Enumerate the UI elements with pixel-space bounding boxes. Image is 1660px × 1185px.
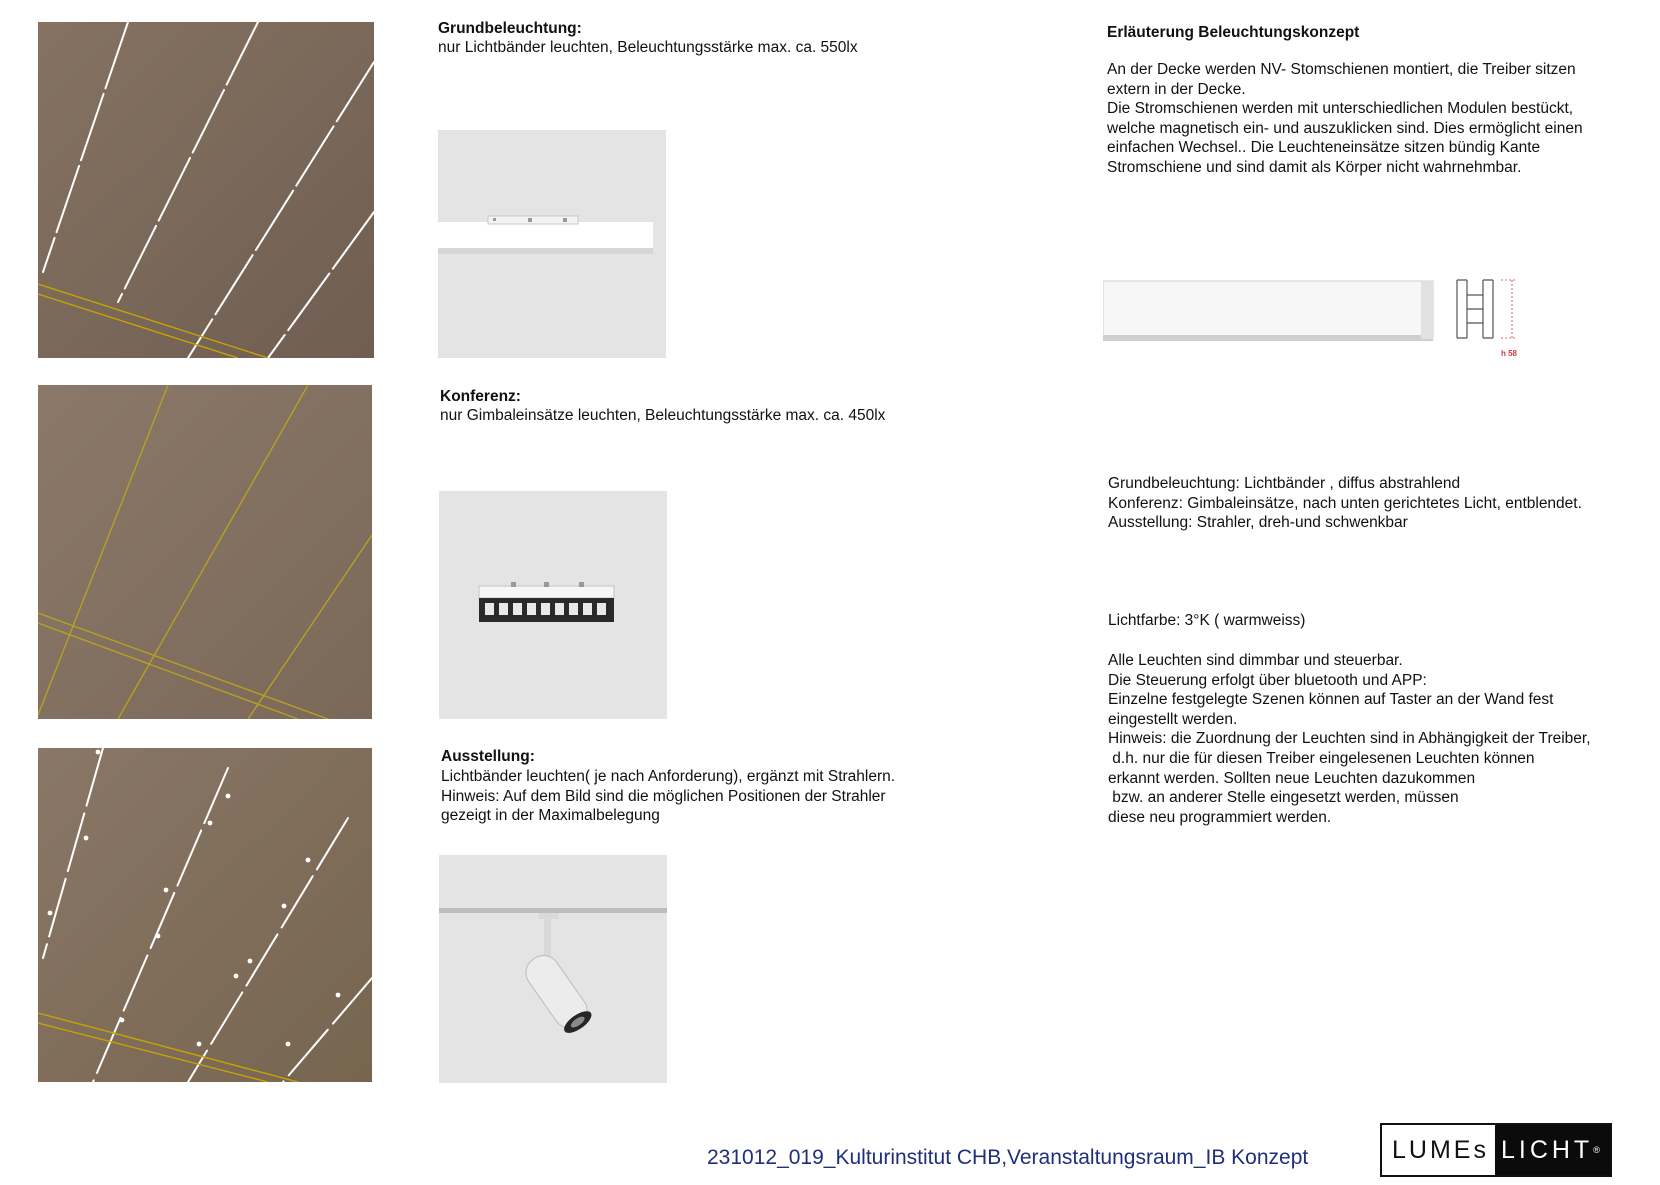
text-line: extern in der Decke. <box>1107 80 1246 98</box>
logo-left-text: LUMEs <box>1382 1125 1495 1175</box>
logo-right-word: LICHT <box>1500 1135 1594 1164</box>
text-line: diese neu programmiert werden. <box>1108 808 1332 826</box>
scene-heading-grundbeleuchtung: Grundbeleuchtung: <box>438 20 582 37</box>
text-line: Alle Leuchten sind dimmbar und steuerbar. <box>1108 652 1403 669</box>
gimbal-module-icon <box>439 491 667 719</box>
scene-text-grundbeleuchtung: nur Lichtbänder leuchten, Beleuchtungsstärke max. ca. 550lx <box>438 39 858 56</box>
concept-control-notes <box>1108 651 1591 827</box>
scene-text-konferenz: nur Gimbaleinsätze leuchten, Beleuchtungsstärke max. ca. 450lx <box>440 407 886 424</box>
spotlight-icon <box>439 855 667 1083</box>
rail-dimension-label: h 58 <box>1501 349 1518 358</box>
scene-text-ausstellung <box>441 767 895 826</box>
text-line: Hinweis: Auf dem Bild sind die möglichen Positionen der Strahler <box>441 787 886 805</box>
text-line: einfachen Wechsel.. Die Leuchteneinsätze sitzen bündig Kante <box>1107 139 1541 157</box>
text-line: An der Decke werden NV- Stomschienen montiert, die Treiber sitzen <box>1107 61 1576 78</box>
text-line: Die Steuerung erfolgt über bluetooth und APP: <box>1108 671 1427 689</box>
concept-color-temperature: Lichtfarbe: 3°K ( warmweiss) <box>1108 612 1306 629</box>
concept-title: Erläuterung Beleuchtungskonzept <box>1107 24 1360 41</box>
concept-paragraph <box>1107 60 1583 178</box>
scene-heading-konferenz: Konferenz: <box>440 388 521 405</box>
concept-lighting-types <box>1108 474 1582 533</box>
linear-light-bands-render <box>38 22 374 358</box>
text-line: Grundbeleuchtung: Lichtbänder , diffus abstrahlend <box>1108 475 1461 492</box>
text-line: Lichtbänder leuchten( je nach Anforderung), ergänzt mit Strahlern. <box>441 768 896 785</box>
track-rail-figure <box>1103 275 1523 365</box>
text-line: Konferenz: Gimbaleinsätze, nach unten gerichtetes Licht, entblendet. <box>1108 494 1582 512</box>
lumes-licht-logo <box>1380 1123 1612 1177</box>
project-title: 231012_019_Kulturinstitut CHB,Veranstaltungsraum_IB Konzept <box>707 1146 1309 1169</box>
ceiling-render-ausstellung <box>38 748 372 1082</box>
logo-right-text <box>1495 1125 1610 1175</box>
text-line: Hinweis: die Zuordnung der Leuchten sind in Abhängigkeit der Treiber, <box>1108 730 1591 748</box>
text-line: Stromschiene und sind damit als Körper nicht wahrnehmbar. <box>1107 158 1522 176</box>
ceiling-render-grundbeleuchtung <box>38 22 374 358</box>
product-image-gimbal <box>439 491 667 719</box>
text-line: Ausstellung: Strahler, dreh-und schwenkbar <box>1108 514 1408 532</box>
text-line: Die Stromschienen werden mit unterschiedlichen Modulen bestückt, <box>1107 100 1574 118</box>
gimbal-inserts-render <box>38 385 372 719</box>
scene-heading-ausstellung: Ausstellung: <box>441 748 535 765</box>
linear-light-module-icon <box>438 130 666 358</box>
registered-mark: ® <box>1593 1145 1600 1155</box>
track-rail-profile-icon <box>1103 275 1523 365</box>
text-line: bzw. an anderer Stelle eingesetzt werden, müssen <box>1108 789 1459 807</box>
ceiling-render-konferenz <box>38 385 372 719</box>
text-line: eingestellt werden. <box>1108 710 1238 728</box>
text-line: Einzelne festgelegte Szenen können auf Taster an der Wand fest <box>1108 691 1554 709</box>
product-image-strahler <box>439 855 667 1083</box>
text-line: gezeigt in der Maximalbelegung <box>441 807 660 825</box>
product-image-lichtband <box>438 130 666 358</box>
text-line: welche magnetisch ein- und auszuklicken sind. Dies ermöglicht einen <box>1107 119 1583 137</box>
text-line: erkannt werden. Sollten neue Leuchten dazukommen <box>1108 769 1476 787</box>
text-line: d.h. nur die für diesen Treiber eingelesenen Leuchten können <box>1108 749 1535 767</box>
spotlights-render <box>38 748 372 1082</box>
